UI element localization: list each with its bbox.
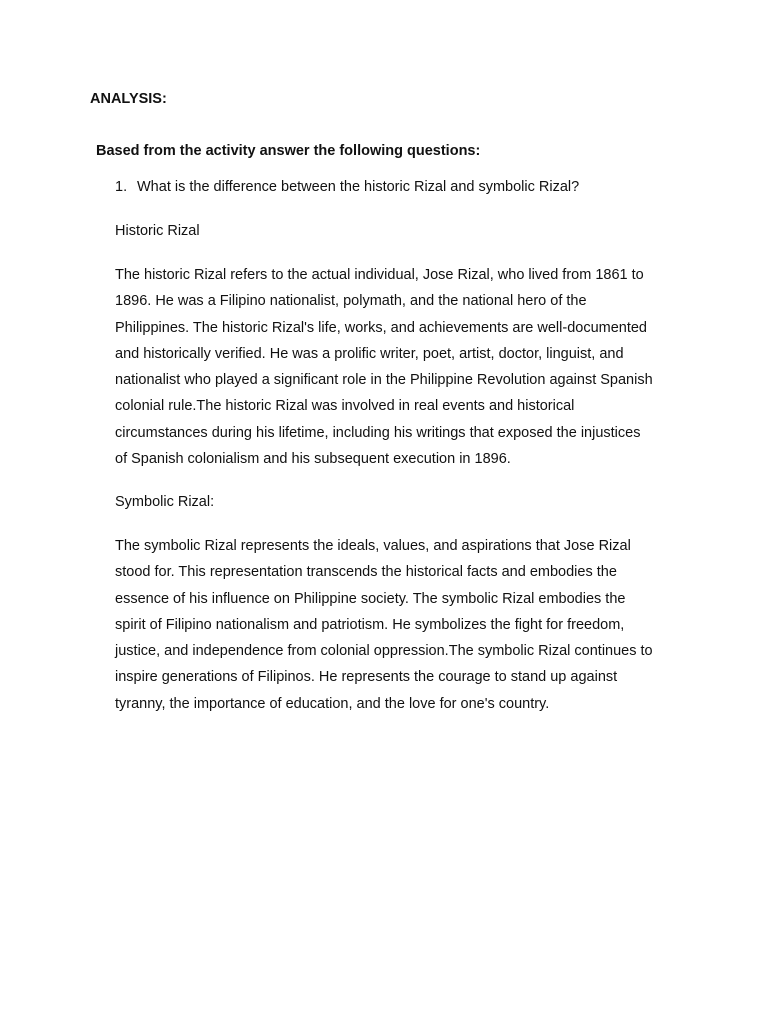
paragraph-line: stood for. This representation transcends the historical facts and embodies the [115,564,617,581]
paragraph-line: The symbolic Rizal represents the ideals, values, and aspirations that Jose Rizal [115,538,631,554]
paragraph-line: inspire generations of Filipinos. He represents the courage to stand up against [115,669,618,686]
paragraph-line: tyranny, the importance of education, and the love for one's country. [115,695,550,712]
paragraph-line: nationalist who played a significant role in the Philippine Revolution against Spanish [115,372,653,389]
paragraph-line: justice, and independence from colonial oppression.The symbolic Rizal continues to [115,643,653,660]
question-item [115,179,579,195]
paragraph-line: spirit of Filipino nationalism and patriotism. He symbolizes the fight for freedom, [115,616,625,633]
paragraph-line: Philippines. The historic Rizal's life, works, and achievements are well-documented [115,319,647,336]
paragraph-line: 1896. He was a Filipino nationalist, polymath, and the national hero of the [115,293,587,310]
paragraph-line: of Spanish colonialism and his subsequent execution in 1896. [115,451,511,468]
question-number: 1. [115,179,128,195]
question-text: What is the difference between the historic Rizal and symbolic Rizal? [137,179,580,195]
paragraph-line: and historically verified. He was a prolific writer, poet, artist, doctor, linguist, and [115,345,624,362]
historic-rizal-paragraph [115,262,680,472]
analysis-heading: ANALYSIS: [90,91,167,107]
symbolic-rizal-paragraph [115,533,680,717]
historic-rizal-label: Historic Rizal [115,223,200,239]
paragraph-line: circumstances during his lifetime, including his writings that exposed the injustices [115,424,641,441]
paragraph-line: colonial rule.The historic Rizal was involved in real events and historical [115,398,575,415]
paragraph-line: The historic Rizal refers to the actual individual, Jose Rizal, who lived from 1861 to [115,267,644,283]
paragraph-line: essence of his influence on Philippine society. The symbolic Rizal embodies the [115,590,626,607]
symbolic-rizal-label: Symbolic Rizal: [115,494,215,510]
instruction-text: Based from the activity answer the following questions: [96,143,481,159]
